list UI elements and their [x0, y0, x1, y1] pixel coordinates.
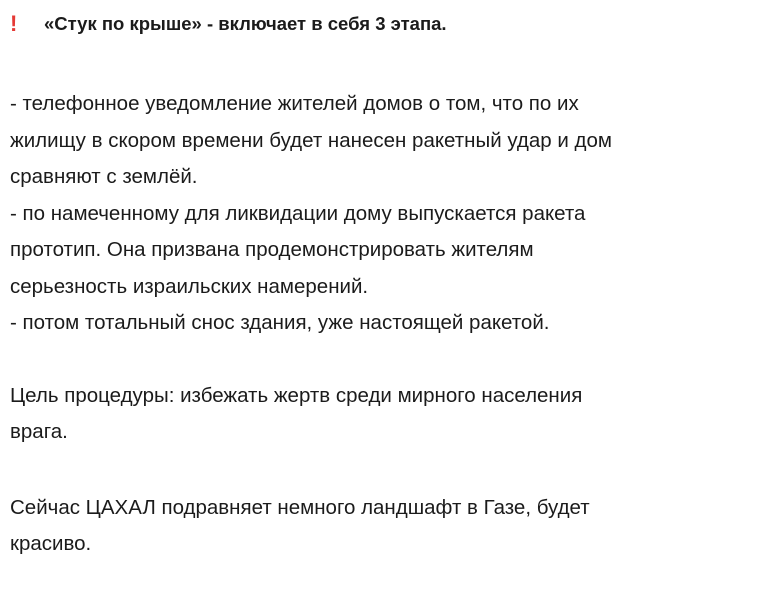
paragraph-spacer [10, 451, 762, 490]
paragraph-spacer [10, 40, 762, 86]
red-exclamation-icon: ! [10, 11, 18, 36]
text-line: прототип. Она призвана продемонстрировать жителям [10, 238, 534, 261]
text-line: жилищу в скором времени будет нанесен ракетный удар и дом [10, 128, 612, 152]
text-line: Цель процедуры: избежать жертв среди мирного населения [10, 383, 583, 407]
text-line: - телефонное уведомление жителей домов о том, что по их [10, 92, 579, 115]
text-line: - по намеченному для ликвидации дому выпускается ракета [10, 201, 586, 225]
text-line: серьезность израильских намерений. [10, 274, 369, 298]
paragraph-spacer [10, 342, 762, 378]
closing-paragraph [10, 490, 762, 563]
text-line: - потом тотальный снос здания, уже настоящей ракетой. [10, 311, 550, 334]
text-line: Сейчас ЦАХАЛ подравняет немного ландшафт в Газе, будет [10, 495, 590, 519]
text-line: врага. [10, 420, 68, 443]
message-post [10, 8, 762, 563]
goal-paragraph [10, 378, 762, 451]
steps-paragraph [10, 86, 762, 342]
headline-text: «Стук по крыше» - включает в себя 3 этапа. [44, 13, 447, 34]
text-line: сравняют с землёй. [10, 165, 198, 188]
text-line: красиво. [10, 532, 92, 555]
message-headline [10, 8, 762, 40]
